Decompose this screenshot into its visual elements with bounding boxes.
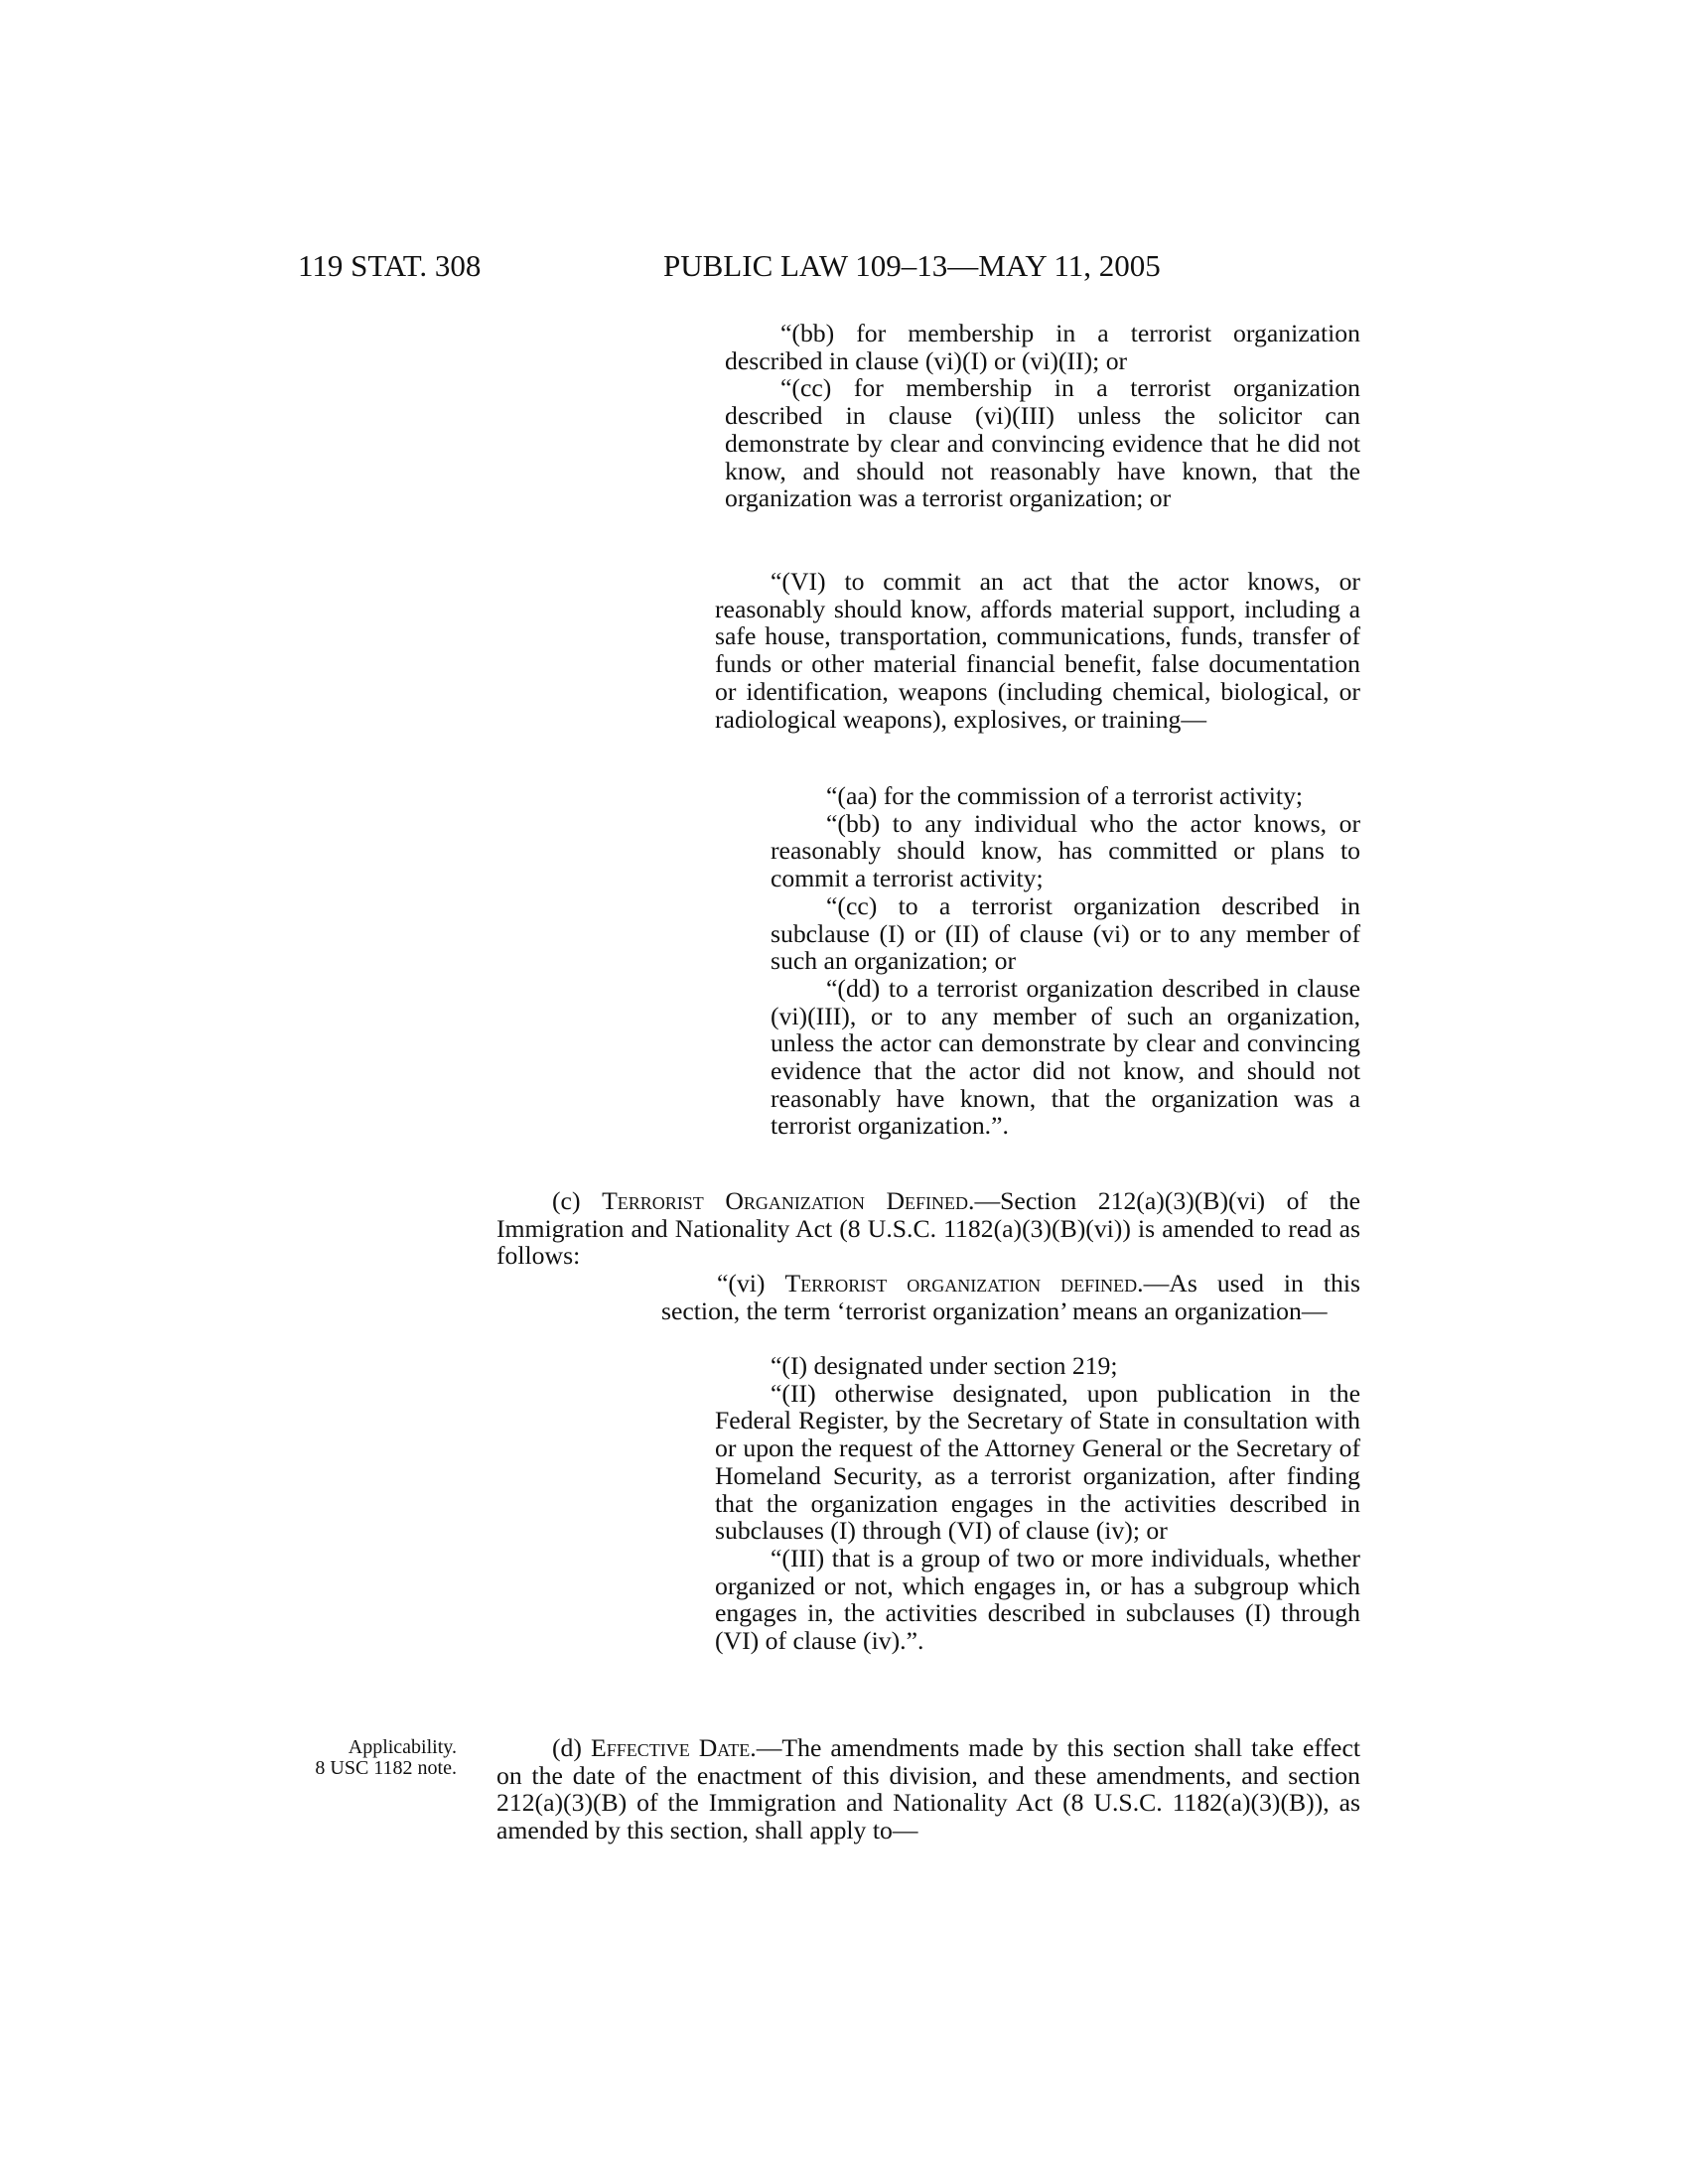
margin-note-usc: 8 USC 1182 note.	[315, 1757, 457, 1779]
clause-vi-subclauses	[715, 1352, 1360, 1655]
section-c-paragraph	[496, 1187, 1360, 1270]
subclause-II: “(II) otherwise designated, upon publication in the Federal Register, by the Secretary of State in consultation with or upon the request of the Attorney General or the Secretary of Homeland Security, as a terrorist organization, after finding that the organization engages in the activities described in subclauses (I) through (VI) of clause (iv); or	[715, 1378, 1360, 1546]
section-c-label: (c)	[552, 1186, 603, 1215]
section-c	[496, 1187, 1360, 1270]
section-d-label: (d)	[552, 1733, 591, 1762]
item-cc-membership: “(cc) for membership in a terrorist organization described in clause (vi)(III) unless the solicitor can demonstrate by clear and convincing evidence that he did not know, and should not reasonably have known, that the organization was a terrorist organization; or	[725, 373, 1360, 513]
solicitation-items	[725, 320, 1360, 512]
margin-note	[298, 1737, 457, 1779]
page-stat-number: 119 STAT. 308	[298, 248, 482, 283]
clause-vi	[661, 1270, 1360, 1324]
section-d	[496, 1734, 1360, 1844]
section-d-paragraph	[496, 1734, 1360, 1844]
subclause-I: “(I) designated under section 219;	[771, 1351, 1118, 1380]
margin-note-applicability: Applicability.	[348, 1736, 457, 1758]
subclause-vi-text: “(VI) to commit an act that the actor knows, or reasonably should know, affords material support, including a safe house, transportation, communications, funds, transfer of funds or other material financial benefit, false documentation or identification, weapons (including chemical, biological, or radiological weapons), explosives, or training—	[715, 567, 1360, 734]
clause-vi-paragraph	[661, 1270, 1360, 1324]
clause-vi-label: “(vi)	[717, 1269, 785, 1297]
item-bb-membership: “(bb) for membership in a terrorist organization described in clause (vi)(I) or (vi)(II); or	[725, 319, 1360, 375]
clause-vi-heading: Terrorist organization defined.	[784, 1269, 1144, 1297]
clause-vi-text: —As used in this section, the term ‘terrorist organization’ means an organization—	[661, 1269, 1360, 1325]
running-header: PUBLIC LAW 109–13—MAY 11, 2005	[663, 248, 1161, 283]
section-d-text: —The amendments made by this section shall take effect on the date of the enactment of this division, and these amendments, and section 212(a)(3)(B) of the Immigration and Nationality Act (8 U.S.C. 1182(a)(3)(B)), as amended by this section, shall apply to—	[496, 1733, 1360, 1845]
item-bb: “(bb) to any individual who the actor knows, or reasonably should know, has committed or plans to commit a terrorist activity;	[771, 808, 1360, 893]
item-cc: “(cc) to a terrorist organization described in subclause (I) or (II) of clause (vi) or to any member of such an organization; or	[771, 890, 1360, 976]
subclause-III: “(III) that is a group of two or more individuals, whether organized or not, which engages in, or has a subgroup which engages in, the activities described in subclauses (I) through (VI) of clause (iv).”.	[715, 1543, 1360, 1656]
material-support-items	[771, 782, 1360, 1140]
item-aa: “(aa) for the commission of a terrorist activity;	[826, 781, 1304, 810]
item-dd: “(dd) to a terrorist organization described in clause (vi)(III), or to any member of such an organization, unless the actor can demonstrate by clear and convincing evidence that the actor did not know, and should not reasonably have known, that the organization was a terrorist organization.”.	[771, 973, 1360, 1141]
section-d-heading: Effective Date.	[591, 1733, 757, 1762]
subclause-vi-material-support	[715, 568, 1360, 733]
section-c-heading: Terrorist Organization Defined.	[602, 1186, 975, 1215]
section-c-text: —Section 212(a)(3)(B)(vi) of the Immigration and Nationality Act (8 U.S.C. 1182(a)(3)(B)(vi)) is amended to read as follows:	[496, 1186, 1361, 1271]
